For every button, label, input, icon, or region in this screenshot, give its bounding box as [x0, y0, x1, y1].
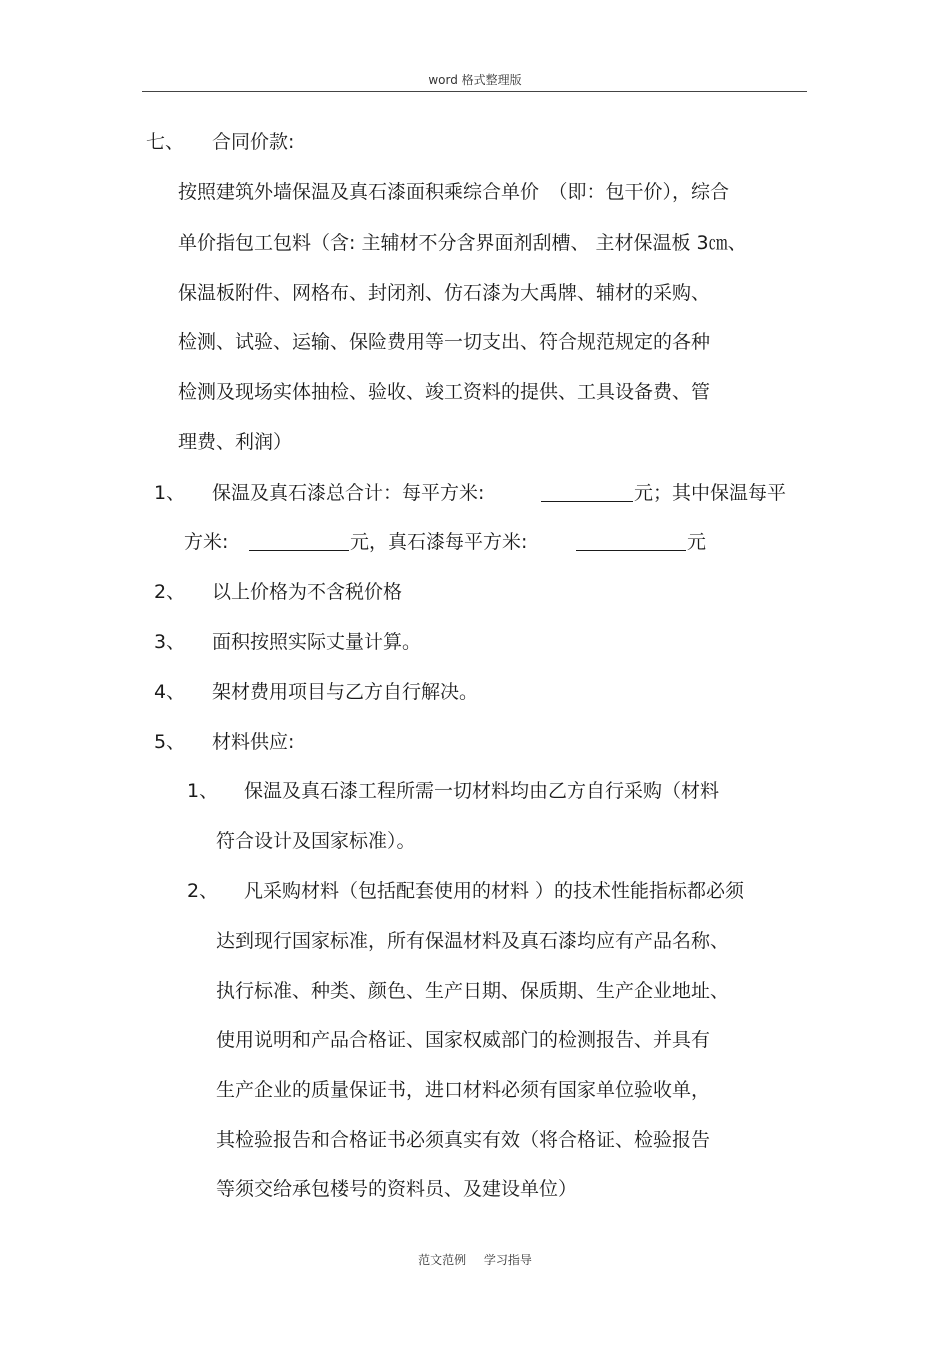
intro-line: 按照建筑外墙保温及真石漆面积乘综合单价 （即：包干价），综合: [178, 181, 730, 203]
subitem-line: 使用说明和产品合格证、国家权威部门的检测报告、并具有: [216, 1029, 711, 1051]
intro-line: 检测及现场实体抽检、验收、竣工资料的提供、工具设备费、管: [178, 381, 711, 403]
intro-line: 单价指包工包料（含: 主辅材不分含界面剂刮槽、 主材保温板 3㎝、: [178, 232, 747, 254]
subitem-line: 达到现行国家标准，所有保温材料及真石漆均应有产品名称、: [216, 930, 730, 952]
section-number: 七、: [146, 131, 185, 153]
price-stone-paint-blank: [576, 532, 686, 551]
item-number: 1、: [154, 482, 186, 504]
intro-line: 检测、试验、运输、保险费用等一切支出、符合规范规定的各种: [178, 331, 711, 353]
subitem-line: 生产企业的质量保证书，进口材料必须有国家单位验收单，: [216, 1079, 711, 1101]
item-number: 2、: [154, 581, 186, 603]
subitem-line: 凡采购材料（包括配套使用的材料 ）的技术性能指标都必须: [244, 880, 745, 902]
item2-text: 以上价格为不含税价格: [212, 581, 403, 603]
subitem-number: 1、: [187, 780, 219, 802]
subitem-line: 等须交给承包楼号的资料员、及建设单位）: [216, 1178, 578, 1200]
price-insulation-blank: [249, 532, 349, 551]
item3-text: 面积按照实际丈量计算。: [212, 631, 422, 653]
price-total-blank: [541, 483, 633, 502]
header-divider: [142, 91, 807, 92]
item5-text: 材料供应:: [212, 731, 295, 753]
page-footer-text: 范文范例 学习指导: [418, 1253, 532, 1267]
item1-text-b: 元；其中保温每平: [634, 482, 787, 504]
subitem-line: 其检验报告和合格证书必须真实有效（将合格证、检验报告: [216, 1129, 711, 1151]
item1-text-a: 保温及真石漆总合计：每平方米:: [212, 482, 485, 504]
item4-text: 架材费用项目与乙方自行解决。: [212, 681, 479, 703]
subitem-line: 符合设计及国家标准）。: [216, 830, 416, 852]
item1-line2-c: 元: [687, 531, 707, 553]
page-header-text: word 格式整理版: [428, 73, 522, 87]
intro-line: 保温板附件、网格布、封闭剂、仿石漆为大禹牌、辅材的采购、: [178, 282, 711, 304]
item-number: 4、: [154, 681, 186, 703]
subitem-line: 保温及真石漆工程所需一切材料均由乙方自行采购（材料: [244, 780, 720, 802]
item1-line2-b: 元，真石漆每平方米:: [350, 531, 528, 553]
intro-line: 理费、利润）: [178, 431, 293, 453]
subitem-line: 执行标准、种类、颜色、生产日期、保质期、生产企业地址、: [216, 980, 730, 1002]
subitem-number: 2、: [187, 880, 219, 902]
item-number: 3、: [154, 631, 186, 653]
item1-line2-a: 方米:: [184, 531, 229, 553]
section-title: 合同价款:: [212, 131, 295, 153]
item-number: 5、: [154, 731, 186, 753]
